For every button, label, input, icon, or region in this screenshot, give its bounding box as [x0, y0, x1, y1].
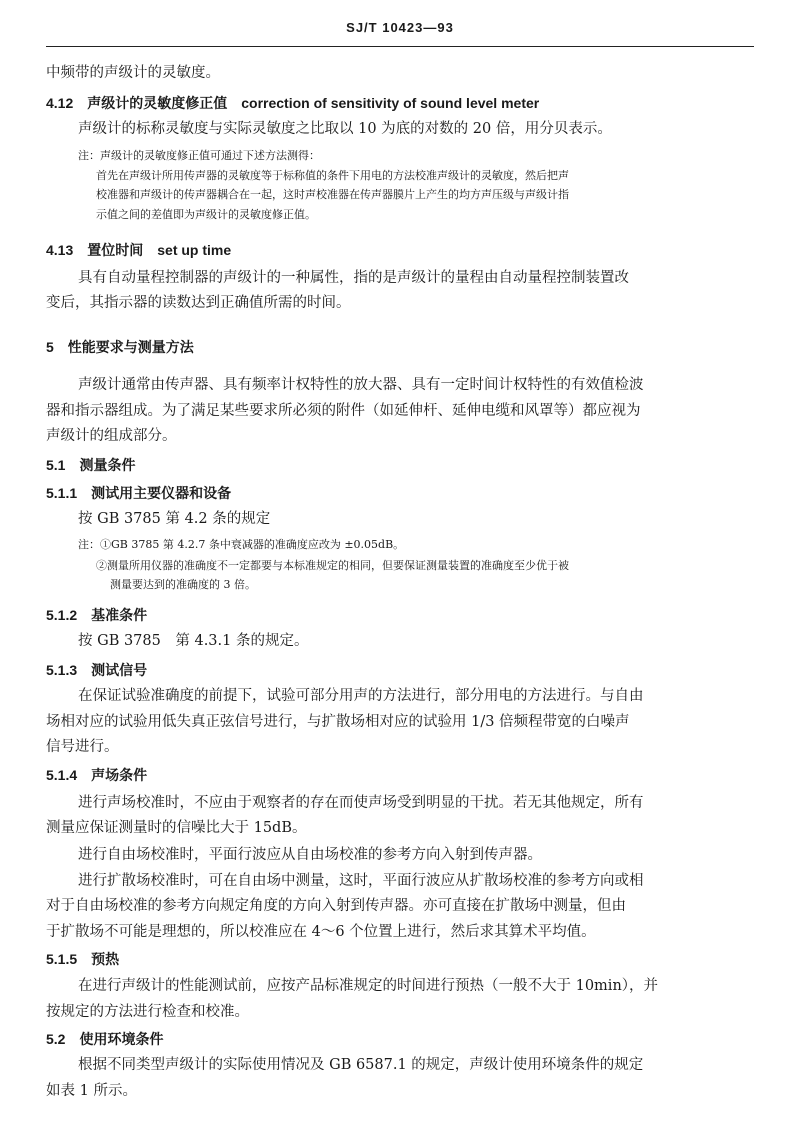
- text-line: 中频带的声级计的灵敏度。: [46, 65, 220, 81]
- note-line: 示值之间的差值即为声级计的灵敏度修正值。: [96, 208, 316, 221]
- text-line: 声级计通常由传声器、具有频率计权特性的放大器、具有一定时间计权特性的有效值检波: [78, 377, 644, 393]
- text-line: 场相对应的试验用低失真正弦信号进行，与扩散场相对应的试验用 1/3 倍频程带宽的白噪声: [46, 714, 630, 730]
- text-line: 在保证试验准确度的前提下，试验可部分用声的方法进行，部分用电的方法进行。与自由: [78, 688, 644, 704]
- note-line: ②测量所用仪器的准确度不一定都要与本标准规定的相同，但要保证测量装置的准确度至少优于被: [96, 559, 569, 572]
- text-line: 进行自由场校准时，平面行波应从自由场校准的参考方向入射到传声器。: [78, 847, 542, 863]
- section-heading: 5.1.2 基准条件: [46, 607, 148, 623]
- section-heading: 5.2 使用环境条件: [46, 1031, 164, 1047]
- text-line: 按 GB 3785 第 4.2 条的规定: [78, 511, 271, 527]
- text-line: 按规定的方法进行检查和校准。: [46, 1004, 249, 1020]
- text-line: 对于自由场校准的参考方向规定角度的方向入射到传声器。亦可直接在扩散场中测量，但由: [46, 898, 626, 914]
- text-line: 进行声场校准时，不应由于观察者的存在而使声场受到明显的干扰。若无其他规定，所有: [78, 795, 644, 811]
- text-line: 进行扩散场校准时，可在自由场中测量，这时，平面行波应从扩散场校准的参考方向或相: [78, 873, 644, 889]
- text-line: 变后，其指示器的读数达到正确值所需的时间。: [46, 295, 351, 311]
- note-line: 测量要达到的准确度的 3 倍。: [110, 578, 256, 591]
- section-heading: 5.1.5 预热: [46, 951, 120, 967]
- section-heading: 5.1.1 测试用主要仪器和设备: [46, 485, 232, 501]
- note-line: 注：声级计的灵敏度修正值可通过下述方法测得：: [78, 149, 320, 162]
- text-line: 在进行声级计的性能测试前，应按产品标准规定的时间进行预热（一般不大于 10min），并: [78, 978, 659, 994]
- text-line: 声级计的组成部分。: [46, 428, 177, 444]
- text-line: 测量应保证测量时的信噪比大于 15dB。: [46, 820, 307, 836]
- note-line: 校准器和声级计的传声器耦合在一起，这时声校准器在传声器膜片上产生的均方声压级与声级计指: [96, 188, 569, 201]
- section-heading: 5.1.3 测试信号: [46, 662, 148, 678]
- note-line: 注：①GB 3785 第 4.2.7 条中衰减器的准确度应改为 ±0.05dB。: [78, 538, 405, 551]
- header-rule: [46, 46, 754, 47]
- section-heading: 4.12 声级计的灵敏度修正值 correction of sensitivity of sound level meter: [46, 95, 540, 111]
- text-line: 具有自动量程控制器的声级计的一种属性，指的是声级计的量程由自动量程控制装置改: [78, 270, 629, 286]
- text-line: 信号进行。: [46, 739, 119, 755]
- section-heading: 4.13 置位时间 set up time: [46, 242, 232, 258]
- section-heading: 5.1 测量条件: [46, 457, 136, 473]
- text-line: 器和指示器组成。为了满足某些要求所必须的附件（如延伸杆、延伸电缆和风罩等）都应视为: [46, 403, 641, 419]
- text-line: 按 GB 3785 第 4.3.1 条的规定。: [78, 633, 309, 649]
- section-heading: 5 性能要求与测量方法: [46, 339, 194, 355]
- text-line: 根据不同类型声级计的实际使用情况及 GB 6587.1 的规定，声级计使用环境条件的规定: [78, 1057, 644, 1073]
- text-line: 声级计的标称灵敏度与实际灵敏度之比取以 10 为底的对数的 20 倍，用分贝表示。: [78, 121, 612, 137]
- text-line: 如表 1 所示。: [46, 1083, 137, 1099]
- note-line: 首先在声级计所用传声器的灵敏度等于标称值的条件下用电的方法校准声级计的灵敏度，然后把声: [96, 169, 569, 182]
- page-header: [46, 18, 754, 52]
- section-heading: 5.1.4 声场条件: [46, 767, 148, 783]
- standard-code: SJ/T 10423—93: [346, 20, 454, 35]
- text-line: 于扩散场不可能是理想的，所以校准应在 4～6 个位置上进行，然后求其算术平均值。: [46, 924, 596, 940]
